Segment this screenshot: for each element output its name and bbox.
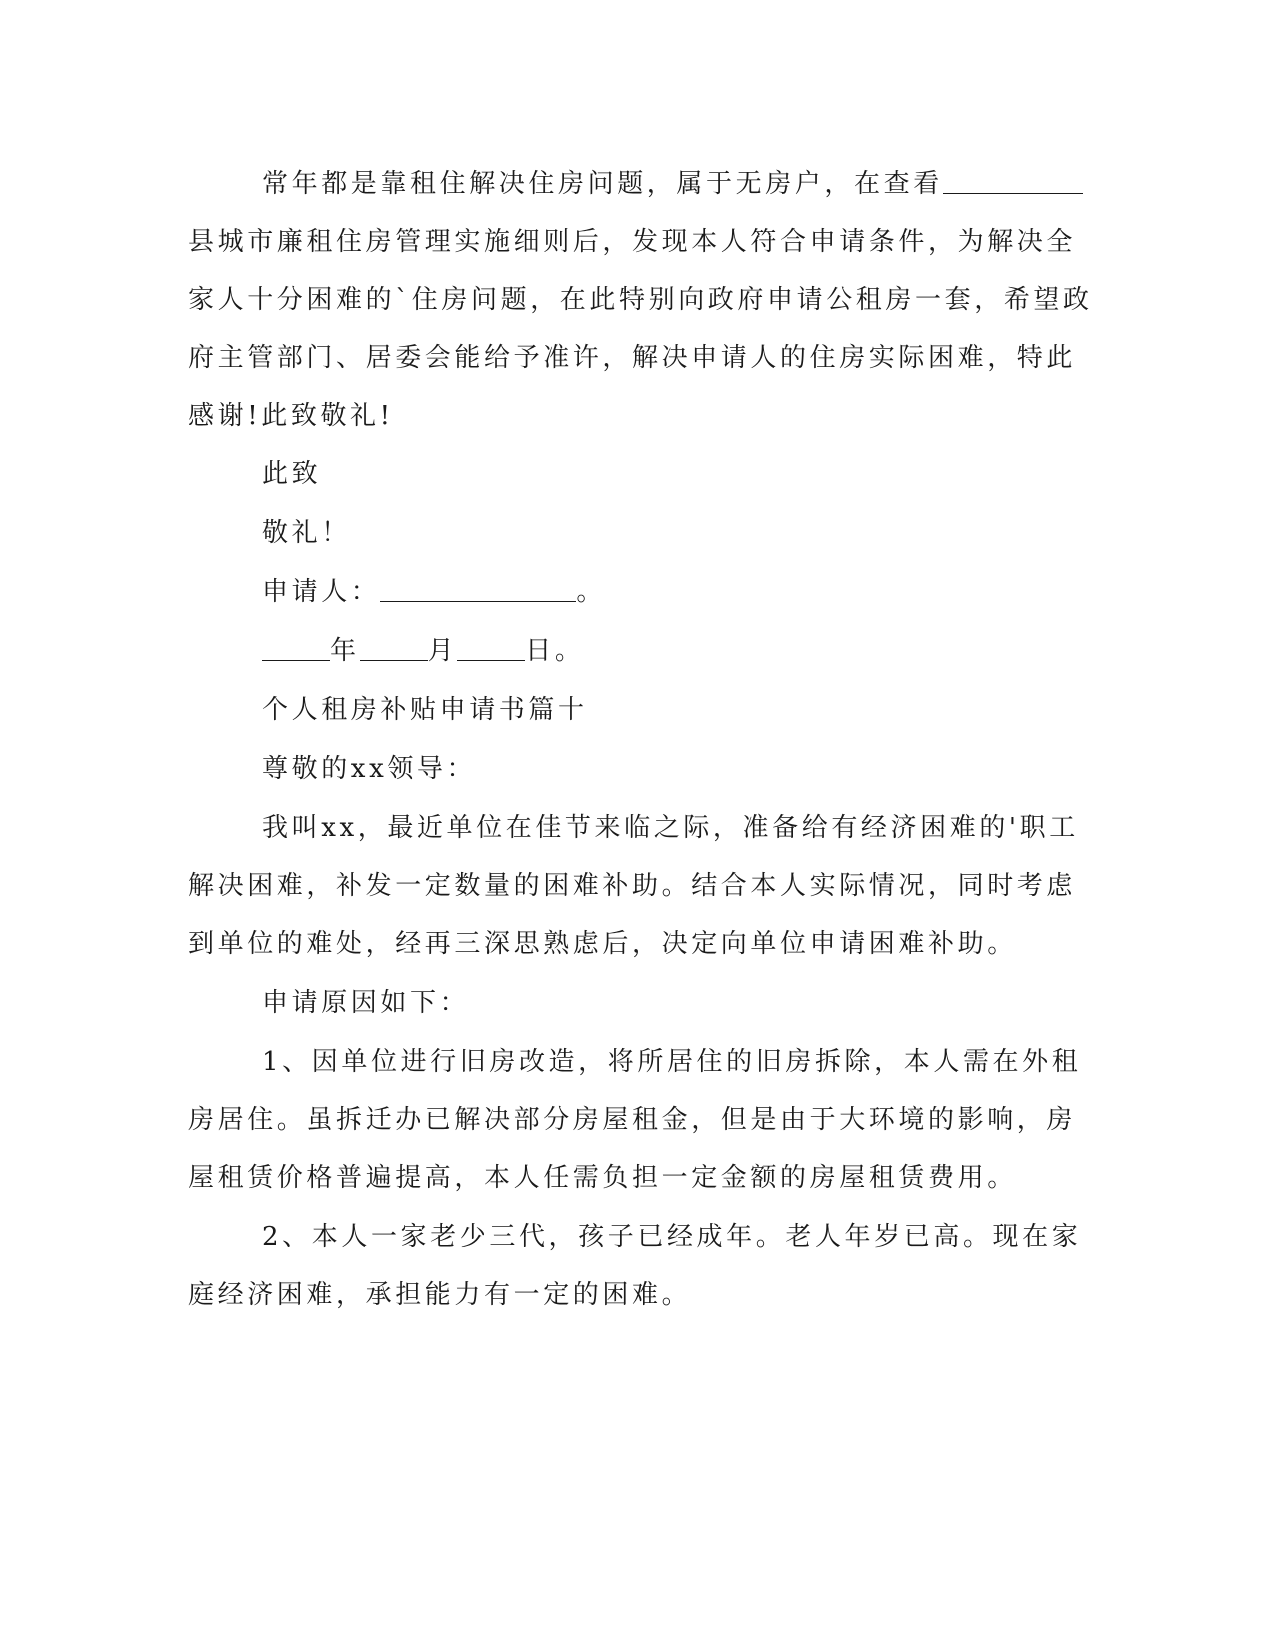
date-day-label: 日。 — [525, 636, 585, 666]
date-year-label: 年 — [330, 636, 360, 666]
paragraph-2-line-3: 到单位的难处，经再三深思熟虑后，决定向单位申请困难补助。 — [188, 929, 1017, 959]
closing-jing-li: 敬礼！ — [262, 518, 351, 548]
fill-blank-county — [943, 167, 1083, 194]
reasons-heading: 申请原因如下： — [262, 988, 470, 1018]
day-blank — [457, 634, 525, 661]
paragraph-1-line-5: 感谢!此致敬礼! — [188, 401, 394, 431]
reason-2-line-1: 2、本人一家老少三代，孩子已经成年。老人年岁已高。现在家 — [262, 1222, 1082, 1252]
applicant-blank — [380, 575, 576, 602]
date-line — [262, 631, 584, 671]
section-title: 个人租房补贴申请书篇十 — [262, 695, 588, 725]
paragraph-2-line-1: 我叫xx，最近单位在佳节来临之际，准备给有经济困难的'职工 — [262, 813, 1079, 843]
reason-1-line-3: 屋租赁价格普遍提高，本人任需负担一定金额的房屋租赁费用。 — [188, 1163, 1017, 1193]
applicant-line — [262, 572, 606, 612]
paragraph-1-text: 常年都是靠租住解决住房问题，属于无房户，在查看 — [262, 169, 943, 199]
paragraph-1-line-1 — [262, 164, 1083, 204]
reason-1-line-1: 1、因单位进行旧房改造，将所居住的旧房拆除，本人需在外租 — [262, 1047, 1082, 1077]
paragraph-1-line-4: 府主管部门、居委会能给予准许，解决申请人的住房实际困难，特此 — [188, 343, 1077, 373]
applicant-end: 。 — [576, 577, 607, 607]
reason-2-line-2: 庭经济困难，承担能力有一定的困难。 — [188, 1280, 692, 1310]
paragraph-2-line-2: 解决困难，补发一定数量的困难补助。结合本人实际情况，同时考虑 — [188, 871, 1077, 901]
paragraph-1-line-3: 家人十分困难的`住房问题，在此特别向政府申请公租房一套，希望政 — [188, 285, 1093, 315]
reason-1-line-2: 房居住。虽拆迁办已解决部分房屋租金，但是由于大环境的影响，房 — [188, 1105, 1077, 1135]
applicant-label: 申请人： — [262, 577, 381, 607]
salutation: 尊敬的xx领导： — [262, 754, 477, 784]
month-blank — [360, 634, 428, 661]
paragraph-1-line-2: 县城市廉租住房管理实施细则后，发现本人符合申请条件，为解决全 — [188, 227, 1077, 257]
closing-ci-zhi: 此致 — [262, 459, 322, 489]
year-blank — [262, 634, 330, 661]
date-month-label: 月 — [427, 636, 458, 666]
